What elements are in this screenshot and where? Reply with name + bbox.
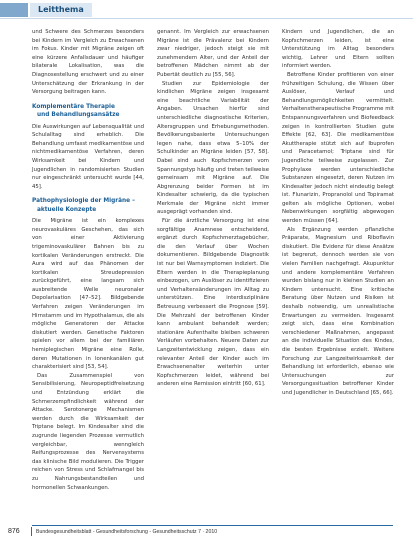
paragraph: und Schwere des Schmerzes besonders bei Kindern im Vergleich zu Erwachsenen im Fokus. Kinder mit Migräne zeigen oft eine kürzere Anfallsdauer und häufiger bilaterale Lokalisation, was die Diagnosestellung erschwert und zu einer Unterschätzung der Erkrankung in der Versorgung beitragen kann. [32,29,144,96]
header-color-strip [0,3,28,17]
section-heading: aktuelle Konzepte [37,206,97,213]
text-column-3 [282,28,394,398]
paragraph: Das Zusammenspiel von Sensibilisierung, Neuropeptidfreisetzung und Entzündung erklärt die Schmerzempfindlichkeit während der Attacke. Serotonerge Mechanismen werden durch die Wirksamkeit der Triptane belegt. Im Kindesalter sind die zugrunde liegenden Prozesse vermutlich vergleichbar, wenngleich Reifungsprozesse des Nervensystems das klinische Bild modulieren. Die Trigger reichen von Stress und Schlafmangel bis zu Nahrungsbestandteilen und hormonellen Schwankungen. [32,372,144,491]
section-tag: Leitthema [30,3,92,17]
page-footer [0,525,413,539]
header-divider [0,18,413,19]
footer-separator [31,527,32,536]
paragraph: Betroffene Kinder profitieren von einer frühzeitigen Schulung, die Wissen über Auslöser, Verlauf und Behandlungsmöglichkeiten vermittelt. Verhaltenstherapeutische Programme mit Entspannungsverfahren und Biofeedback zeigen in kontrollierten Studien gute Effekte [62, 63]. Die medikamentöse Akuttherapie stützt sich auf Ibuprofen und Paracetamol; Triptane sind für Jugendliche teilweise zugelassen. Zur Prophylaxe werden unterschiedliche Substanzen eingesetzt, deren Nutzen im Kindesalter jedoch nicht eindeutig belegt ist. Flunarizin, Propranolol und Topiramat gelten als mögliche Optionen, wobei Nebenwirkungen sorgfältig abgewogen werden müssen [64]. [282,71,394,225]
section-heading: und Behandlungsansätze [37,112,120,119]
text-column-1 [32,28,144,492]
paragraph: Die Migräne ist ein komplexes neurovaskuläres Geschehen, das sich von einer Aktivierung trigeminovaskulärer Bahnen bis zu kortikalen Veränderungen erstreckt. Die Aura wird auf das Phänomen der kortikalen Streudepression zurückgeführt, eine langsam sich ausbreitende Welle neuronaler Depolarisation [47–52]. Bildgebende Verfahren zeigen Veränderungen im Hirnstamm und im Hypothalamus, die als mögliche Generatoren der Attacke diskutiert werden. Genetische Faktoren spielen vor allem bei der familiären hemiplegischen Migräne eine Rolle, deren Mutationen in Ionenkanälen gut charakterisiert sind [53, 54]. [32,218,144,371]
section-heading: Pathophysiologie der Migräne – [32,198,136,205]
section-heading: Komplementäre Therapie [32,103,115,110]
page-number: 876 [8,528,20,535]
paragraph: genannt. Im Vergleich zur erwachsenen Migräne ist die Prävalenz bei Kindern zwar niedriger, jedoch steigt sie mit zunehmendem Alter, und der Anteil der betroffenen Mädchen nimmt ab der Pubertät deutlich zu [55, 56]. [157,29,269,78]
paragraph: Studien zur Epidemiologie der kindlichen Migräne zeigen insgesamt eine beachtliche Variabilität der Angaben. Ursachen hierfür sind unterschiedliche diagnostische Kriterien, Altersgruppen und Erhebungsmethoden. Bevölkerungsbasierte Untersuchungen legen nahe, dass etwa 5–10% der Schulkinder an Migräne leiden [57, 58]. Dabei sind auch Kopfschmerzen vom Spannungstyp häufig und treten teilweise gemeinsam mit Migräne auf. Die Abgrenzung beider Formen ist im Kindesalter schwierig, da die typischen Merkmale der Migräne nicht immer ausgeprägt vorhanden sind. [157,80,269,216]
paragraph: Für die ärztliche Versorgung ist eine sorgfältige Anamnese entscheidend, ergänzt durch Kopfschmerztagebücher, die den Verlauf über Wochen dokumentieren. Bildgebende Diagnostik ist nur bei Warnsymptomen indiziert. Die Eltern werden in die Therapieplanung einbezogen, um Auslöser zu identifizieren und Verhaltensänderungen im Alltag zu unterstützen. Eine interdisziplinäre Betreuung verbessert die Prognose [59]. Die Mehrzahl der betroffenen Kinder kann ambulant behandelt werden; stationäre Aufenthalte bleiben schweren Verläufen vorbehalten. Neuere Daten zur Langzeitentwicklung zeigen, dass ein relevanter Anteil der Kinder auch im Erwachsenenalter weiterhin unter Kopfschmerzen leidet, während bei anderen eine Remission eintritt [60, 61]. [157,218,269,388]
page-header [0,0,413,20]
journal-citation: Bundesgesundheitsblatt - Gesundheitsforschung - Gesundheitsschutz 7 · 2010 [36,529,218,535]
paragraph: Die Auswirkungen auf Lebensqualität und Schulalltag sind erheblich. Die Behandlung umfasst medikamentöse und nichtmedikamentöse Verfahren, deren Wirksamkeit bei Kindern und Jugendlichen in randomisierten Studien nur eingeschränkt untersucht wurde [44, 45]. [32,123,144,190]
paragraph: Als Ergänzung werden pflanzliche Präparate, Magnesium und Riboflavin diskutiert. Die Evidenz für diese Ansätze ist begrenzt, dennoch werden sie von vielen Familien nachgefragt. Akupunktur und andere komplementäre Verfahren wurden bislang nur in kleinen Studien an Kindern untersucht. Eine kritische Beratung über Nutzen und Risiken ist deshalb notwendig, um unrealistische Erwartungen zu vermeiden. Insgesamt zeigt sich, dass eine Kombination verschiedener Maßnahmen, angepasst an die individuelle Situation des Kindes, die besten Ergebnisse erzielt. Weitere Forschung zur Langzeitwirksamkeit der Behandlung ist erforderlich, ebenso wie Untersuchungen zur Versorgungssituation betroffener Kinder und Jugendlicher in Deutschland [65, 66]. [282,226,394,396]
paragraph: Kindern und Jugendlichen, die an Kopfschmerzen leiden, ist eine Unterstützung im Alltag besonders wichtig, Lehrer und Eltern sollten informiert werden. [282,29,394,70]
footer-rule [32,525,393,526]
text-column-2 [157,28,269,389]
